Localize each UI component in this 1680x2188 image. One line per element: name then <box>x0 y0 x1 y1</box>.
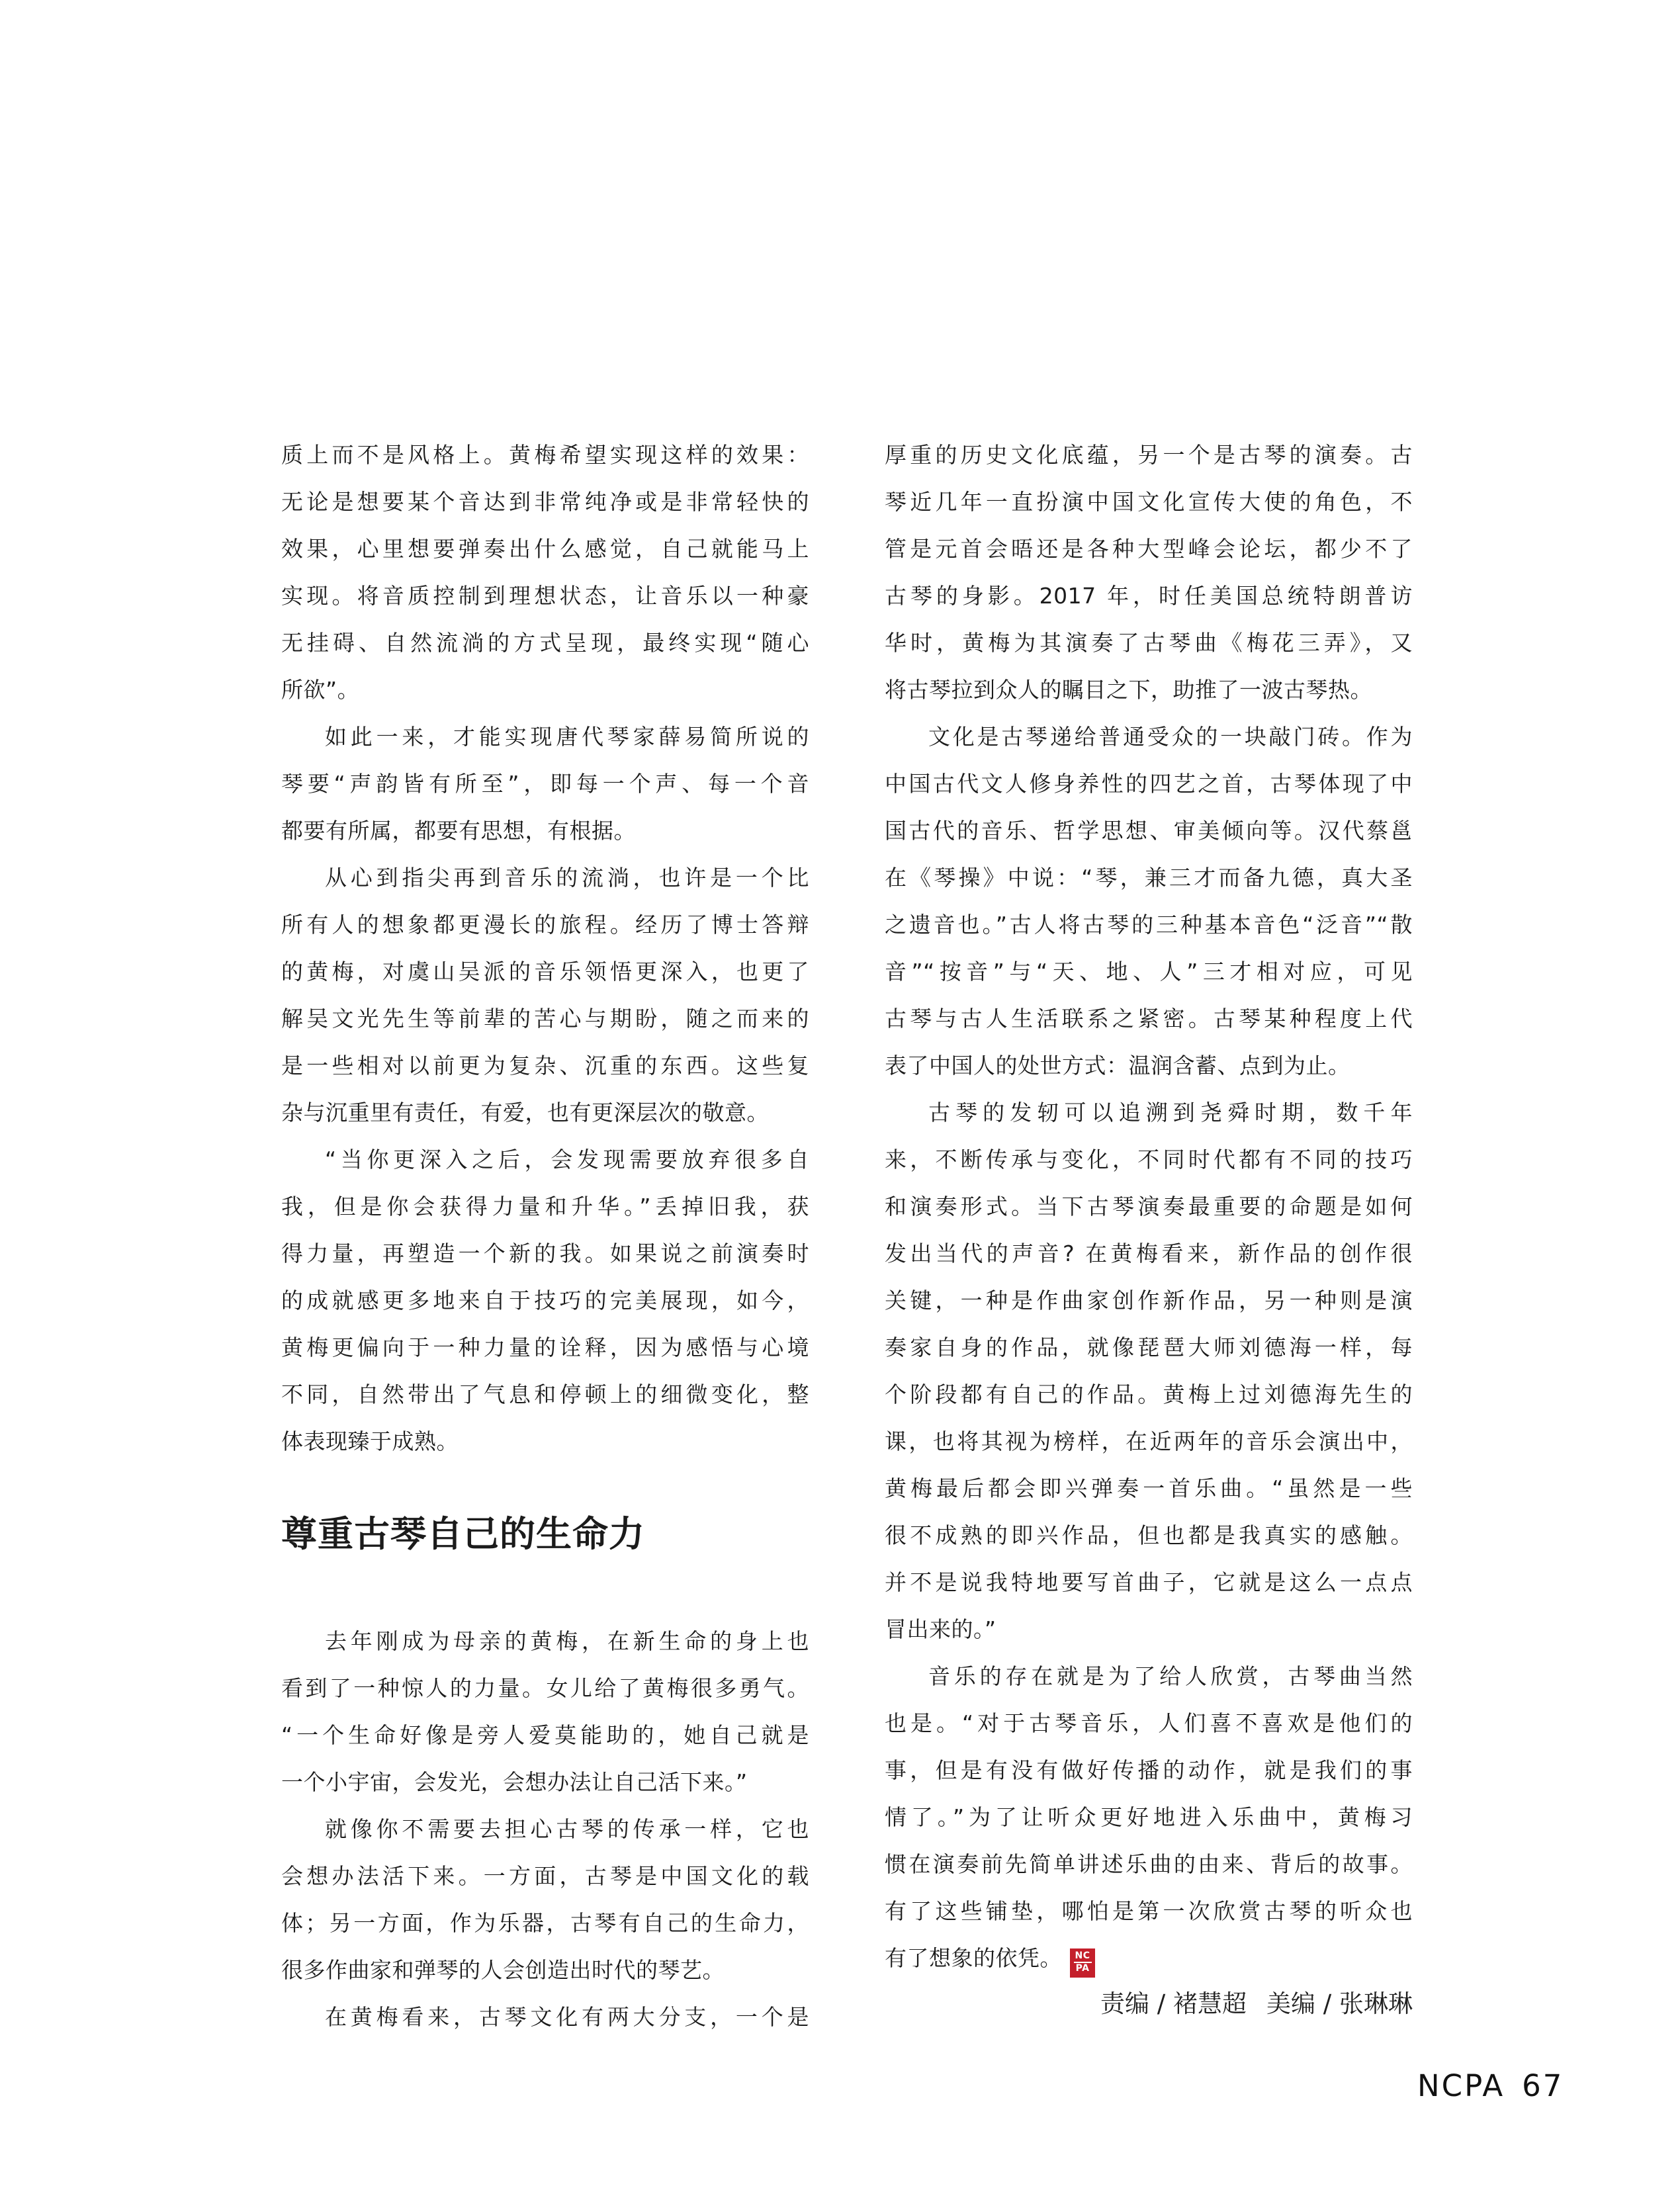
text-line: 很不成熟的即兴作品，但也都是我真实的感触。 <box>885 1522 1413 1548</box>
text-line: 情了。”为了让听众更好地进入乐曲中，黄梅习 <box>885 1804 1413 1830</box>
text-line: 古琴与古人生活联系之紧密。古琴某种程度上代 <box>885 1006 1413 1031</box>
text-line: 黄梅更偏向于一种力量的诠释，因为感悟与心境 <box>281 1335 809 1360</box>
text-line: 我，但是你会获得力量和升华。”丢掉旧我，获 <box>281 1194 809 1219</box>
text-line: 发出当代的声音? 在黄梅看来，新作品的创作很 <box>885 1241 1413 1266</box>
text-line: 关键，一种是作曲家创作新作品，另一种则是演 <box>885 1288 1413 1313</box>
text-line: 和演奏形式。当下古琴演奏最重要的命题是如何 <box>885 1194 1413 1219</box>
text-line: 琴近几年一直扮演中国文化宣传大使的角色，不 <box>885 489 1413 515</box>
text-line: 有了这些铺垫，哪怕是第一次欣赏古琴的听众也 <box>885 1898 1413 1924</box>
text-line: 就像你不需要去担心古琴的传承一样，它也 <box>325 1816 809 1842</box>
text-line: 解吴文光先生等前辈的苦心与期盼，随之而来的 <box>281 1006 809 1031</box>
text-line: 效果，心里想要弹奏出什么感觉，自己就能马上 <box>281 536 809 562</box>
text-line: 在《琴操》中说：“琴，兼三才而备九德，真大圣 <box>885 865 1413 891</box>
text-line: 古琴的发轫可以追溯到尧舜时期，数千年 <box>928 1100 1413 1125</box>
text-line: 质上而不是风格上。黄梅希望实现这样的效果： <box>281 442 809 468</box>
text-line: 黄梅最后都会即兴弹奏一首乐曲。“虽然是一些 <box>885 1475 1413 1501</box>
text-line: 体表现臻于成熟。 <box>281 1428 459 1454</box>
text-line: 课，也将其视为榜样，在近两年的音乐会演出中， <box>885 1428 1413 1454</box>
text-line: 古琴的身影。2017 年，时任美国总统特朗普访 <box>885 583 1413 609</box>
text-line: 华时，黄梅为其演奏了古琴曲《梅花三弄》，又 <box>885 630 1413 656</box>
text-line: 管是元首会晤还是各种大型峰会论坛，都少不了 <box>885 536 1413 562</box>
text-line: 之遗音也。”古人将古琴的三种基本音色“泛音”“散 <box>885 912 1413 938</box>
left-column <box>281 431 809 2040</box>
text-line: 文化是古琴递给普通受众的一块敲门砖。作为 <box>928 724 1413 750</box>
text-line: 表了中国人的处世方式：温润含蓄、点到为止。 <box>885 1053 1350 1078</box>
text-line: 实现。将音质控制到理想状态，让音乐以一种豪 <box>281 583 809 609</box>
right-column <box>885 431 1413 2021</box>
text-line: 中国古代文人修身养性的四艺之首，古琴体现了中 <box>885 771 1413 797</box>
text-line: 也是。“对于古琴音乐，人们喜不喜欢是他们的 <box>885 1710 1413 1736</box>
text-line: 奏家自身的作品，就像琵琶大师刘德海一样，每 <box>885 1335 1413 1360</box>
text-line: “当你更深入之后，会发现需要放弃很多自 <box>325 1147 809 1172</box>
text-line: “一个生命好像是旁人爱莫能助的，她自己就是 <box>281 1722 809 1748</box>
text-line: 体；另一方面，作为乐器，古琴有自己的生命力， <box>281 1910 809 1936</box>
text-line: 惯在演奏前先简单讲述乐曲的由来、背后的故事。 <box>885 1851 1413 1877</box>
text-line: 琴要“声韵皆有所至”，即每一个声、每一个音 <box>281 771 809 797</box>
text-line: 都要有所属，都要有思想，有根据。 <box>281 818 636 844</box>
ncpa-seal-icon <box>1070 1948 1095 1978</box>
text-line: 所有人的想象都更漫长的旅程。经历了博士答辩 <box>281 912 809 938</box>
text-line: 并不是说我特地要写首曲子，它就是这么一点点 <box>885 1569 1413 1595</box>
text-line: 很多作曲家和弹琴的人会创造出时代的琴艺。 <box>281 1957 725 1983</box>
text-line: 音”“按音”与“天、地、人”三才相对应，可见 <box>885 959 1413 985</box>
text-line: 去年刚成为母亲的黄梅，在新生命的身上也 <box>325 1628 809 1654</box>
text-line: 会想办法活下来。一方面，古琴是中国文化的载 <box>281 1863 809 1889</box>
text-line: 看到了一种惊人的力量。女儿给了黄梅很多勇气。 <box>281 1675 809 1701</box>
text-line: 的成就感更多地来自于技巧的完美展现，如今， <box>281 1288 809 1313</box>
designer-credit: 美编 / 张琳琳 <box>1266 1990 1413 2018</box>
text-line: 杂与沉重里有责任，有爱，也有更深层次的敬意。 <box>281 1100 769 1125</box>
page-footer <box>1417 2068 1564 2103</box>
text-line: 是一些相对以前更为复杂、沉重的东西。这些复 <box>281 1053 809 1078</box>
text-line: 所欲”。 <box>281 677 360 703</box>
text-line: 厚重的历史文化底蕴，另一个是古琴的演奏。古 <box>885 442 1413 468</box>
text-line: 冒出来的。” <box>885 1616 996 1642</box>
text-line: 如此一来，才能实现唐代琴家薛易简所说的 <box>325 724 809 750</box>
text-line: 无挂碍、自然流淌的方式呈现，最终实现“随心 <box>281 630 809 656</box>
ncpa-brand-text: NCPA <box>1417 2068 1505 2103</box>
text-line: 国古代的音乐、哲学思想、审美倾向等。汉代蔡邕 <box>885 818 1413 844</box>
text-line: 无论是想要某个音达到非常纯净或是非常轻快的 <box>281 489 809 515</box>
text-line: 一个小宇宙，会发光，会想办法让自己活下来。” <box>281 1769 748 1795</box>
text-line: 在黄梅看来，古琴文化有两大分支，一个是 <box>325 2004 809 2030</box>
editor-credit: 责编 / 褚慧超 <box>1100 1990 1247 2018</box>
text-line: 从心到指尖再到音乐的流淌，也许是一个比 <box>325 865 809 891</box>
ncpa-seal-bottom-text: PA <box>1075 1963 1090 1974</box>
text-line: 有了想象的依凭。 $\frac{NC}{PA}$ <box>885 1935 1413 1982</box>
text-line: 来，不断传承与变化，不同时代都有不同的技巧 <box>885 1147 1413 1172</box>
text-line: 事，但是有没有做好传播的动作，就是我们的事 <box>885 1757 1413 1783</box>
text-line: 音乐的存在就是为了给人欣赏，古琴曲当然 <box>928 1663 1413 1689</box>
ncpa-seal-top-text: NC <box>1074 1950 1092 1964</box>
page-number: 67 <box>1522 2068 1564 2103</box>
text-line: 的黄梅，对虞山吴派的音乐领悟更深入，也更了 <box>281 959 809 985</box>
text-line: 得力量，再塑造一个新的我。如果说之前演奏时 <box>281 1241 809 1266</box>
text-line: 个阶段都有自己的作品。黄梅上过刘德海先生的 <box>885 1381 1413 1407</box>
text-line: 将古琴拉到众人的瞩目之下，助推了一波古琴热。 <box>885 677 1372 703</box>
section-heading: 尊重古琴自己的生命力 <box>281 1513 645 1555</box>
text-line: 不同，自然带出了气息和停顿上的细微变化，整 <box>281 1381 809 1407</box>
credits-line <box>885 1987 1413 2021</box>
